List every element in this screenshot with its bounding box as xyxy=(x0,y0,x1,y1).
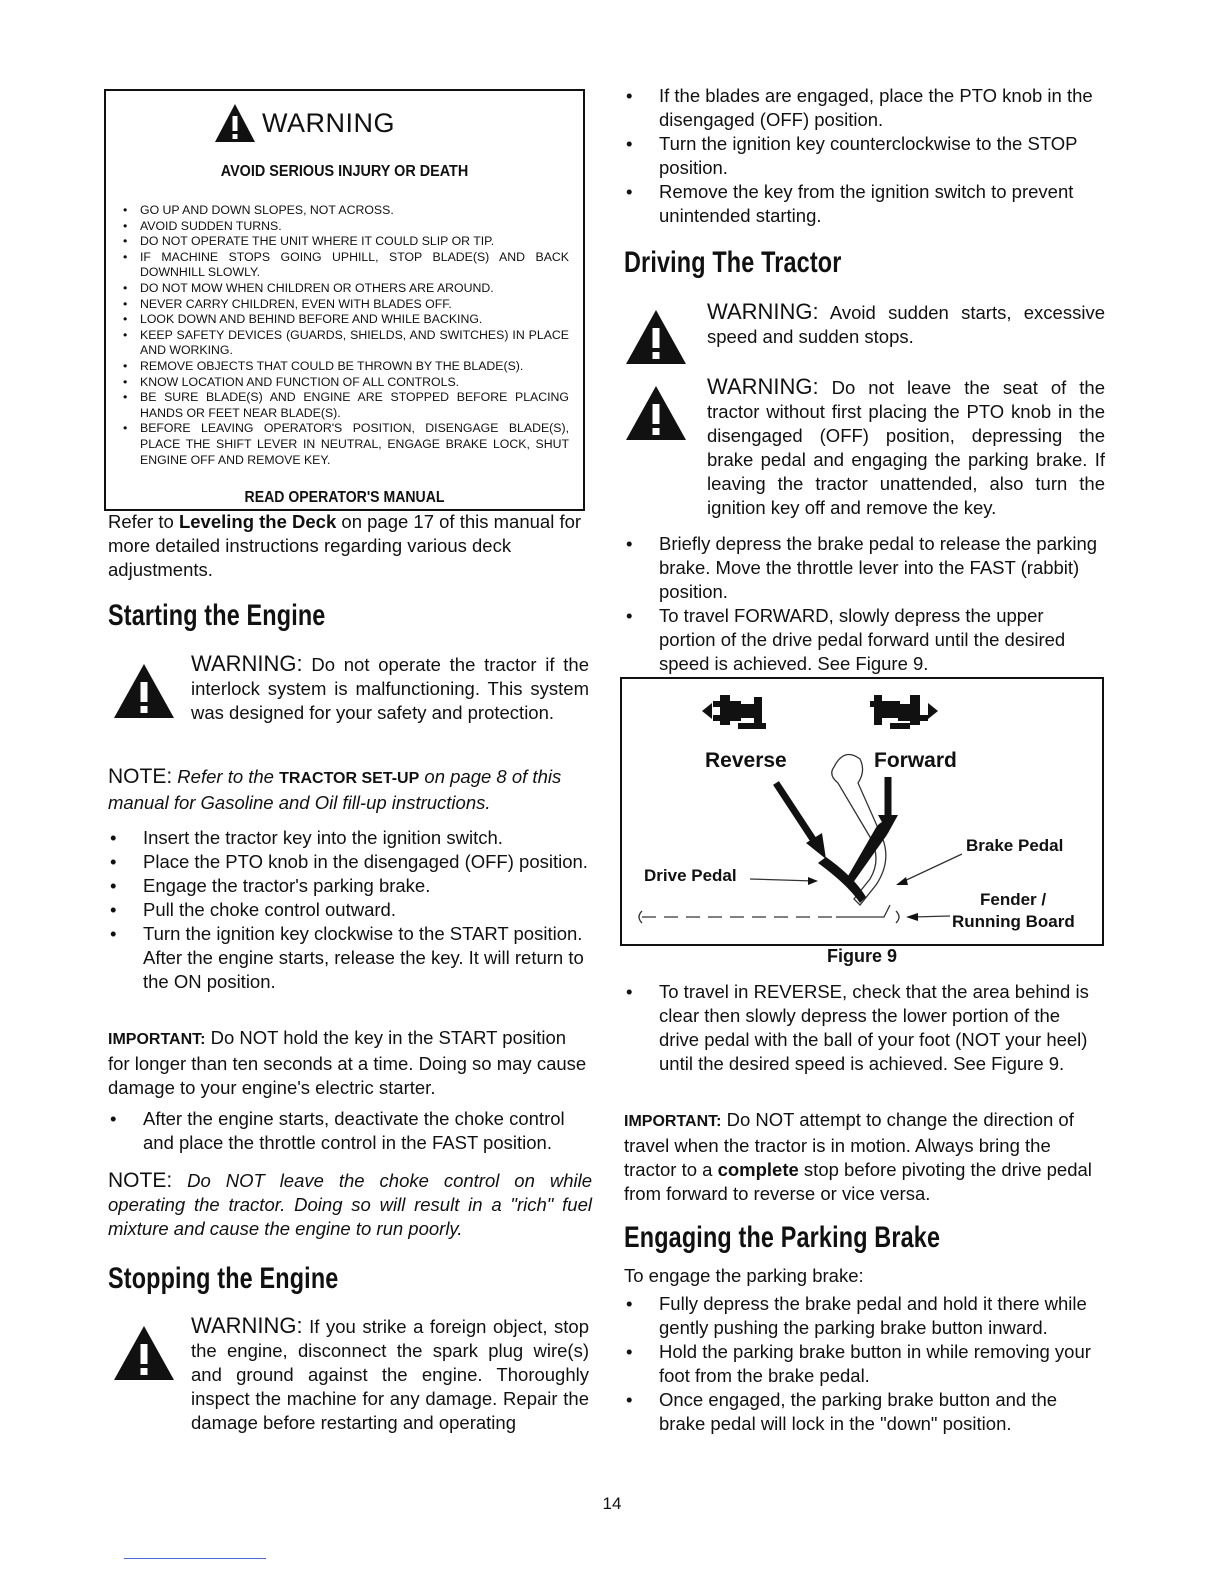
fender-label-2: Running Board xyxy=(952,912,1075,931)
driving-warning-1: WARNING: Avoid sudden starts, excessive speed and sudden stops. xyxy=(707,299,1105,347)
parking-brake-heading: Engaging the Parking Brake xyxy=(624,1221,941,1254)
forward-label: Forward xyxy=(874,749,957,772)
leveling-deck-link: Leveling the Deck xyxy=(178,511,337,532)
figure-9 xyxy=(620,677,1104,946)
warning-item: • DO NOT OPERATE THE UNIT WHERE IT COULD SLIP OR TIP. xyxy=(120,234,569,250)
warning-triangle-icon xyxy=(624,308,688,366)
stopping-warning: WARNING: If you strike a foreign object, stop the engine, disconnect the spark plug wire(s) and ground against the engine. Thoroughly inspect the machine for any damage. Repair the damage before restarting and operating xyxy=(191,1313,589,1433)
list-item: • Pull the choke control outward. xyxy=(107,898,589,922)
starting-warning: WARNING: Do not operate the tractor if the interlock system is malfunctioning. This system was designed for your safety and protection. xyxy=(191,651,589,723)
list-item: • Engage the tractor's parking brake. xyxy=(107,874,589,898)
warning-footer: READ OPERATOR'S MANUAL xyxy=(244,489,445,506)
fender-label-1: Fender / xyxy=(980,890,1047,909)
warning-item: • DO NOT MOW WHEN CHILDREN OR OTHERS ARE AROUND. xyxy=(120,281,569,297)
footer-link-line xyxy=(124,1558,266,1559)
direction-important-note: IMPORTANT: Do NOT attempt to change the direction of travel when the tractor is in motion. Always bring the tractor to a complete stop before pivoting the drive pedal from forward to reverse or vice versa. xyxy=(624,1109,1092,1204)
list-item: • Turn the ignition key counterclockwise to the STOP position. xyxy=(623,132,1103,180)
warning-item: • BEFORE LEAVING OPERATOR'S POSITION, DISENGAGE BLADE(S), PLACE THE SHIFT LEVER IN NEUTRAL, ENGAGE BRAKE LOCK, SHUT ENGINE OFF AND REMOVE KEY. xyxy=(120,421,569,468)
warning-item: • LOOK DOWN AND BEHIND BEFORE AND WHILE BACKING. xyxy=(120,312,569,328)
safety-warning-box xyxy=(104,89,585,511)
list-item: • Insert the tractor key into the ignition switch. xyxy=(107,826,589,850)
list-item: • Remove the key from the ignition switch to prevent unintended starting. xyxy=(623,180,1103,228)
start-important-note: IMPORTANT: Do NOT hold the key in the START position for longer than ten seconds at a time. Doing so may cause damage to your engine's electric starter. xyxy=(108,1027,587,1098)
tractor-setup-ref: TRACTOR SET-UP xyxy=(279,770,420,787)
list-item: • Turn the ignition key clockwise to the START position. After the engine starts, release the key. It will return to the ON position. xyxy=(107,922,589,994)
deck-leveling-reference: Refer to Leveling the Deck on page 17 of this manual for more detailed instructions regarding various deck adjustments. xyxy=(108,511,582,580)
list-item: • To travel FORWARD, slowly depress the upper portion of the drive pedal forward until the desired speed is achieved. See Figure 9. xyxy=(623,604,1103,676)
warning-item: • IF MACHINE STOPS GOING UPHILL, STOP BLADE(S) AND BACK DOWNHILL SLOWLY. xyxy=(120,250,569,281)
starting-engine-heading: Starting the Engine xyxy=(108,599,326,632)
choke-step-list xyxy=(107,1107,589,1155)
forward-tractor-icon xyxy=(870,695,938,729)
list-item: • Fully depress the brake pedal and hold it there while gently pushing the parking brake button inward. xyxy=(623,1292,1103,1340)
stopping-engine-heading: Stopping the Engine xyxy=(108,1262,339,1295)
reverse-arrow xyxy=(776,783,818,847)
list-item: • To travel in REVERSE, check that the area behind is clear then slowly depress the lower portion of the drive pedal with the ball of your foot (NOT your heel) until the desired speed is achieved. See Figure 9. xyxy=(623,980,1103,1076)
list-item: • After the engine starts, deactivate the choke control and place the throttle control in the FAST position. xyxy=(107,1107,589,1155)
warning-item: • AVOID SUDDEN TURNS. xyxy=(120,219,569,235)
warning-triangle-icon xyxy=(624,384,688,442)
warning-item: • KNOW LOCATION AND FUNCTION OF ALL CONTROLS. xyxy=(120,375,569,391)
stop-steps-list xyxy=(623,84,1103,228)
warning-header xyxy=(214,103,395,143)
driving-warning-2: WARNING: Do not leave the seat of the tractor without first placing the PTO knob in the disengaged (OFF) position, depressing the brake pedal and engaging the parking brake. If leaving the tractor unattended, also turn the ignition key off and remove the key. xyxy=(707,374,1105,518)
reverse-tractor-icon xyxy=(702,695,766,729)
parking-steps-list xyxy=(623,1292,1103,1436)
brake-pedal-label: Brake Pedal xyxy=(966,836,1064,855)
choke-note: NOTE: Do NOT leave the choke control on while operating the tractor. Doing so will result in a "rich" fuel mixture and cause the engine to run poorly. xyxy=(108,1169,592,1239)
start-steps-list xyxy=(107,826,589,994)
warning-item: • KEEP SAFETY DEVICES (GUARDS, SHIELDS, AND SWITCHES) IN PLACE AND WORKING. xyxy=(120,328,569,359)
list-item: • Briefly depress the brake pedal to release the parking brake. Move the throttle lever into the FAST (rabbit) position. xyxy=(623,532,1103,604)
warning-title: WARNING xyxy=(262,107,395,138)
warning-triangle-icon xyxy=(112,662,176,720)
pedal-diagram xyxy=(622,679,1102,944)
list-item: • If the blades are engaged, place the PTO knob in the disengaged (OFF) position. xyxy=(623,84,1103,132)
list-item: • Hold the parking brake button in while removing your foot from the brake pedal. xyxy=(623,1340,1103,1388)
warning-item: • REMOVE OBJECTS THAT COULD BE THROWN BY THE BLADE(S). xyxy=(120,359,569,375)
parking-intro: To engage the parking brake: xyxy=(624,1265,864,1286)
warning-triangle-icon xyxy=(112,1324,176,1382)
warning-subtitle: AVOID SERIOUS INJURY OR DEATH xyxy=(220,163,469,180)
reverse-step-list xyxy=(623,980,1103,1076)
page-number: 14 xyxy=(602,1494,622,1513)
warning-item: • GO UP AND DOWN SLOPES, NOT ACROSS. xyxy=(120,203,569,219)
driving-heading: Driving The Tractor xyxy=(624,246,842,279)
list-item: • Place the PTO knob in the disengaged (OFF) position. xyxy=(107,850,589,874)
warning-item: • BE SURE BLADE(S) AND ENGINE ARE STOPPED BEFORE PLACING HANDS OR FEET NEAR BLADE(S). xyxy=(120,390,569,421)
reverse-label: Reverse xyxy=(705,749,787,772)
warning-item: • NEVER CARRY CHILDREN, EVEN WITH BLADES OFF. xyxy=(120,297,569,313)
list-item: • Once engaged, the parking brake button and the brake pedal will lock in the "down" position. xyxy=(623,1388,1103,1436)
warning-list xyxy=(120,203,569,468)
warning-triangle-icon xyxy=(214,103,256,143)
figure-caption: Figure 9 xyxy=(826,946,897,966)
drive-pedal-label: Drive Pedal xyxy=(644,866,737,885)
fuel-note: NOTE: Refer to the TRACTOR SET-UP on page 8 of this manual for Gasoline and Oil fill-up instructions. xyxy=(108,765,562,813)
driving-steps-list xyxy=(623,532,1103,676)
